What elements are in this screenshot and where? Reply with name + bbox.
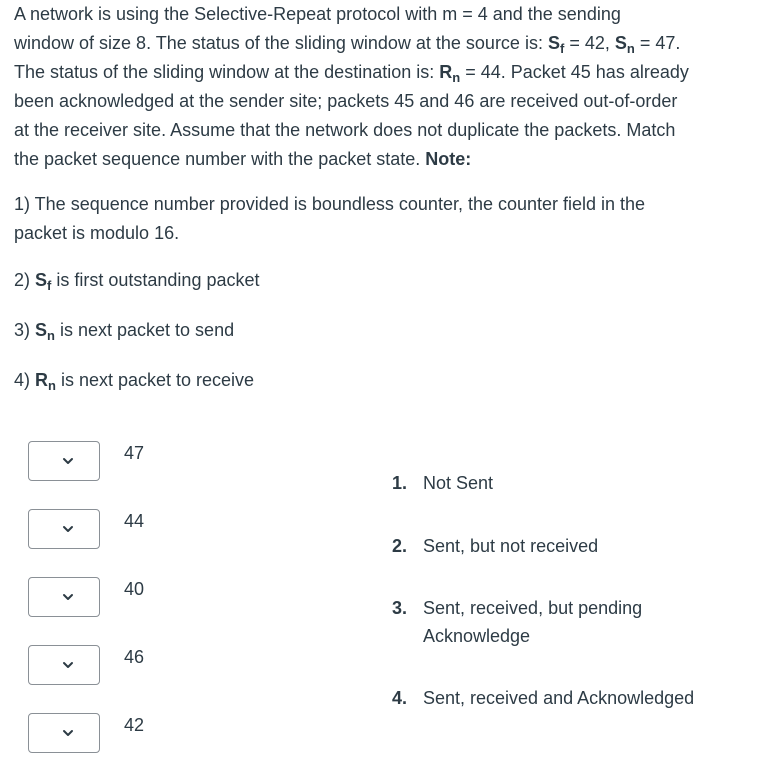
question-line-2-post: = 47. — [634, 33, 681, 53]
note-4-subscript: n — [48, 378, 56, 393]
match-term-4: 46 — [124, 647, 145, 667]
note-2-post: is first outstanding packet — [51, 270, 260, 290]
answer-2-text: Sent, but not received — [423, 536, 599, 556]
note-2-symbol — [35, 270, 52, 293]
note-1 — [14, 190, 645, 248]
note-4-symbol — [35, 370, 56, 393]
note-3-post: is next packet to send — [54, 320, 235, 340]
question-line-4: been acknowledged at the sender site; packets 45 and 46 are received out-of-order — [14, 91, 678, 111]
note-3 — [14, 316, 234, 345]
match-row-4 — [28, 645, 228, 689]
chevron-down-icon — [61, 454, 75, 468]
rn-letter: R — [439, 62, 453, 82]
sf-letter: S — [547, 33, 560, 53]
note-3-symbol — [35, 320, 55, 343]
match-term-2: 44 — [124, 511, 145, 531]
chevron-down-icon — [61, 658, 75, 672]
sn-letter: S — [614, 33, 627, 53]
answer-1-text: Not Sent — [423, 473, 494, 493]
chevron-down-icon — [61, 522, 75, 536]
answer-4-number: 4. — [392, 688, 408, 708]
answer-3-text: Sent, received, but pending Acknowledge — [423, 598, 643, 646]
question-line-3-post: = 44. Packet 45 has already — [460, 62, 689, 82]
match-term-3: 40 — [124, 579, 145, 599]
match-term-5: 42 — [124, 715, 145, 735]
match-select-3[interactable] — [28, 577, 100, 617]
question-line-6 — [14, 145, 754, 174]
sn-subscript: n — [626, 41, 635, 56]
sf-subscript: f — [559, 41, 565, 56]
question-line-2-pre: window of size 8. The status of the sliding window at the source is: — [14, 33, 548, 53]
sf-symbol — [547, 33, 565, 56]
answer-4-text: Sent, received and Acknowledged — [423, 688, 695, 708]
note-2 — [14, 266, 259, 295]
question-line-2 — [14, 29, 754, 58]
chevron-down-icon — [61, 726, 75, 740]
match-select-2[interactable] — [28, 509, 100, 549]
match-term-1: 47 — [124, 443, 145, 463]
match-select-5[interactable] — [28, 713, 100, 753]
note-2-subscript: f — [47, 278, 52, 293]
rn-subscript: n — [452, 70, 461, 85]
note-3-pre: 3) — [14, 320, 36, 340]
note-3-subscript: n — [47, 328, 55, 343]
note-1-line-1: 1) The sequence number provided is boundless counter, the counter field in the — [14, 194, 646, 214]
rn-symbol — [439, 62, 461, 85]
question-line-3 — [14, 58, 754, 87]
match-row-5 — [28, 713, 228, 757]
question-line-3-pre: The status of the sliding window at the destination is: — [14, 62, 440, 82]
match-select-4[interactable] — [28, 645, 100, 685]
answer-1-number: 1. — [392, 473, 408, 493]
match-select-1[interactable] — [28, 441, 100, 481]
note-2-pre: 2) — [14, 270, 36, 290]
match-row-2 — [28, 509, 228, 553]
sn-symbol — [614, 33, 635, 56]
question-line-2-mid: = 42, — [564, 33, 615, 53]
match-row-3 — [28, 577, 228, 621]
chevron-down-icon — [61, 590, 75, 604]
answer-3-number: 3. — [392, 598, 408, 618]
note-4-pre: 4) — [14, 370, 36, 390]
question-line-1: A network is using the Selective-Repeat protocol with m = 4 and the sending — [14, 4, 621, 24]
note-1-line-2: packet is modulo 16. — [14, 223, 180, 243]
question-paragraph — [14, 0, 754, 174]
question-line-6-pre: the packet sequence number with the packet state. — [14, 149, 426, 169]
question-text — [14, 0, 754, 174]
match-row-1 — [28, 441, 228, 485]
note-4-post: is next packet to receive — [55, 370, 255, 390]
note-4 — [14, 366, 254, 395]
note-3-letter: S — [35, 320, 48, 340]
note-label: Note: — [425, 149, 472, 169]
question-line-5: at the receiver site. Assume that the network does not duplicate the packets. Match — [14, 120, 676, 140]
note-4-letter: R — [35, 370, 49, 390]
answer-2-number: 2. — [392, 536, 408, 556]
note-2-letter: S — [35, 270, 48, 290]
